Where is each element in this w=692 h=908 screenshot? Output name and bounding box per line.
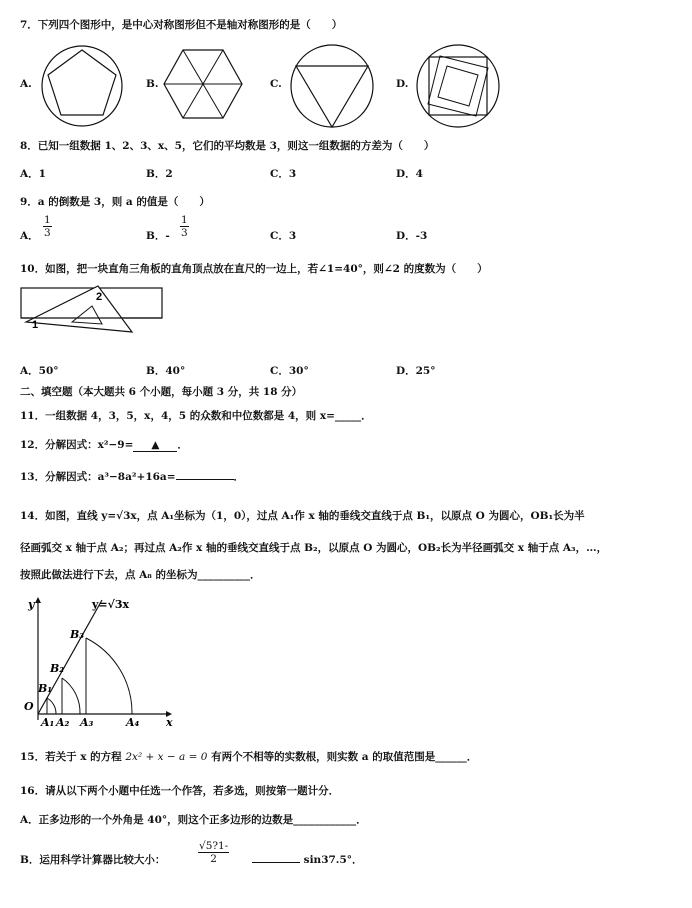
point-a4-label: A₄ [126,716,140,729]
question-9-text: 9．a 的倒数是 3，则 a 的值是（ ） [20,196,210,208]
question-16-part-a: A．正多边形的一个外角是 40°，则这个正多边形的边数是____________． [20,814,367,826]
question-7-text: 7．下列四个图形中，是中心对称图形但不是轴对称图形的是（ ） [20,19,343,31]
point-b1-label: B₁ [38,682,53,695]
question-12-text: 12．分解因式：x²−9= [20,439,134,451]
question-15-pre: 15．若关于 x 的方程 [20,751,122,763]
x-axis-label: x [166,716,173,729]
question-12 [20,437,188,452]
question-15 [20,749,477,764]
q7-option-a-label: A. [20,78,32,90]
question-14-line-2: 径画弧交 x 轴于点 A₂；再过点 A₂作 x 轴的垂线交直线于点 B₂，以原点 O 为圆心，OB₂长为半径画弧交 x 轴于点 A₃，…， [20,542,608,554]
triangle-in-circle-figure [288,42,378,132]
q14-graph-figure [20,592,180,732]
question-11-text: 11．一组数据 4，3，5，x，4，5 的众数和中位数都是 4，则 x=_____． [20,410,372,422]
fraction-denominator: 3 [181,227,188,239]
q9-option-a-label: A． [20,230,39,242]
answer-blank: ▲ [133,439,177,452]
fraction-numerator: 1 [181,214,188,226]
ruler-triangle-figure [20,284,165,344]
line-equation-label: y=√3x [92,598,130,611]
q9-option-b-label: B．- [146,230,170,242]
q10-option-b: B．40° [146,365,186,377]
point-b2-label: B₂ [50,662,65,675]
rotated-squares-figure [414,42,504,132]
origin-label: O [24,700,34,713]
hexagon-figure [164,44,244,124]
question-12-tail: ． [177,439,188,451]
point-a2-label: A₂ [56,716,70,729]
fraction-numerator: 1 [44,214,51,226]
section-2-heading: 二、填空题（本大题共 6 个小题，每小题 3 分，共 18 分） [20,386,303,398]
angle-2-label: 2 [96,291,103,303]
q10-option-d: D．25° [396,365,436,377]
q9-option-a-fraction [43,214,52,239]
question-13-tail: ． [233,471,245,483]
question-15-post: 有两个不相等的实数根，则实数 a 的取值范围是______． [211,751,478,763]
answer-blank [252,862,300,863]
question-16-part-b-pre: B．运用科学计算器比较大小： [20,854,166,866]
fraction-numerator: √5?1- [199,840,229,852]
question-16-part-b-post [252,852,363,867]
question-14-line-1: 14．如图，直线 y=√3x，点 A₁坐标为（1，0），过点 A₁作 x 轴的垂线交直线于点 B₁，以原点 O 为圆心，OB₁长为半 [20,510,585,522]
point-b3-label: B₃ [70,628,85,641]
question-15-equation: 2x² + x − a = 0 [125,751,208,763]
q10-option-a: A．50° [20,365,59,377]
q10-option-c: C．30° [270,365,309,377]
q7-option-b-label: B. [146,78,159,90]
question-13-text: 13．分解因式：a³−8a²+16a= [20,471,176,483]
pentagon-in-circle-figure [38,42,128,132]
point-a3-label: A₃ [80,716,94,729]
q8-option-c: C．3 [270,168,297,180]
q9-option-b-fraction [180,214,189,239]
q9-option-d: D．-3 [396,230,428,242]
q7-option-c-label: C. [270,78,282,90]
question-16-text: 16．请从以下两个小题中任选一个作答，若多选，则按第一题计分． [20,785,340,797]
question-13 [20,469,244,484]
q9-option-c: C．3 [270,230,297,242]
fraction-denominator: 2 [210,853,217,865]
question-8-text: 8．已知一组数据 1、2、3、x、5，它们的平均数是 3，则这一组数据的方差为（ ） [20,140,435,152]
angle-1-label: 1 [32,319,39,331]
answer-blank [176,479,234,480]
fraction-denominator: 3 [44,227,51,239]
q7-option-d-label: D. [396,78,409,90]
point-a1-label: A₁ [41,716,55,729]
y-axis-label: y [28,598,35,611]
question-16-part-b-tail: sin37.5°． [303,854,363,866]
q8-option-a: A．1 [20,168,46,180]
q16-fraction [198,840,229,865]
q8-option-b: B．2 [146,168,173,180]
q8-option-d: D．4 [396,168,423,180]
question-10-text: 10．如图，把一块直角三角板的直角顶点放在直尺的一边上，若∠1=40°，则∠2 的度数为（ ） [20,263,488,275]
question-14-line-3: 按照此做法进行下去，点 A₈ 的坐标为__________． [20,569,261,581]
